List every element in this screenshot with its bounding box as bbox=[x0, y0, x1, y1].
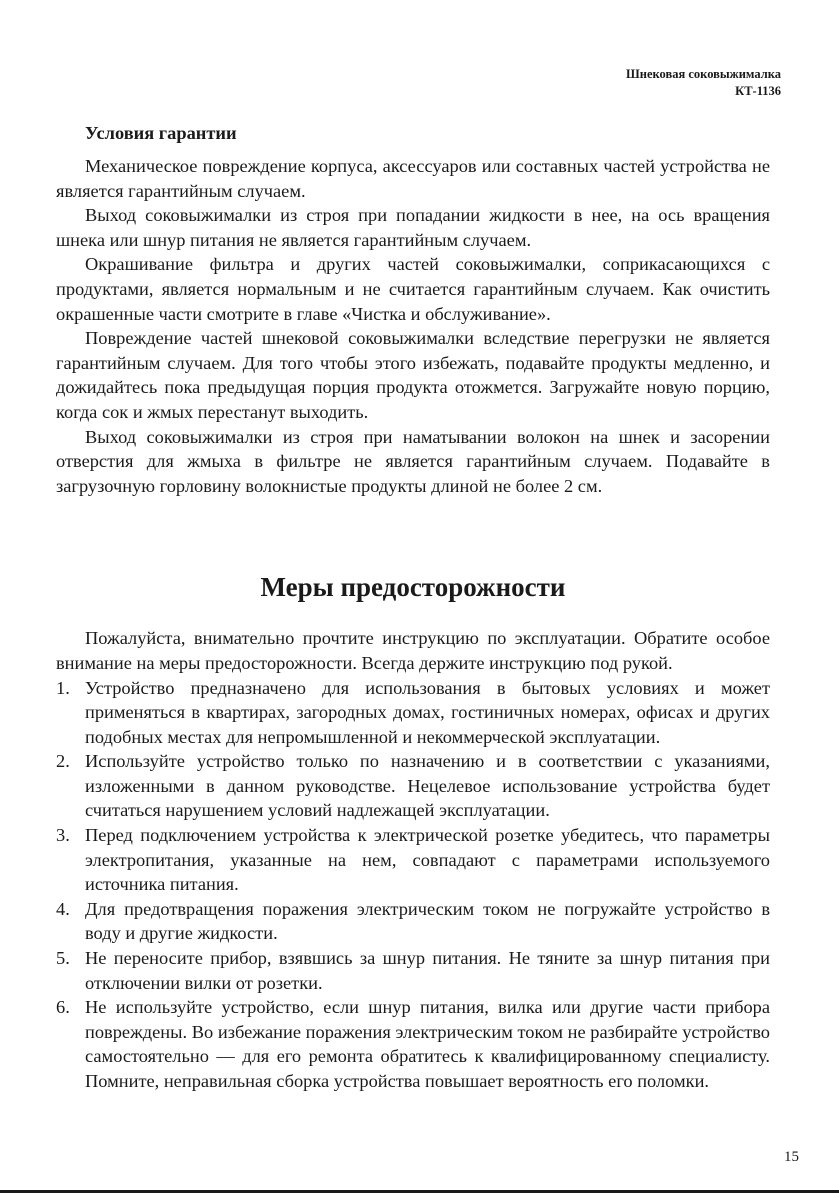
list-item-text: Не используйте устройство, если шнур питания, вилка или другие части прибора повреждены. Во избежание поражения электрическим током не разбирайте устройство самостоятельно — для его ремонта обратитесь к квалифицированному специалисту. Помните, неправильная сборка устройства повышает вероятность его поломки. bbox=[85, 997, 770, 1091]
precautions-title: Меры предосторожности bbox=[260, 572, 566, 603]
page-content bbox=[56, 121, 770, 1094]
warranty-heading: Условия гарантии bbox=[85, 123, 237, 143]
list-item bbox=[56, 823, 770, 897]
list-item bbox=[56, 995, 770, 1093]
running-header bbox=[626, 66, 781, 100]
list-item-number: 5. bbox=[56, 948, 70, 969]
warranty-paragraph: Механическое повреждение корпуса, аксессуаров или составных частей устройства не является гарантийным случаем. bbox=[56, 156, 770, 201]
list-item bbox=[56, 946, 770, 995]
header-product-name: Шнековая соковыжималка bbox=[626, 67, 781, 81]
list-item-text: Не переносите прибор, взявшись за шнур питания. Не тяните за шнур питания при отключении вилки от розетки. bbox=[85, 948, 770, 993]
list-item-number: 2. bbox=[56, 751, 70, 772]
list-item-number: 3. bbox=[56, 825, 70, 846]
header-model: КТ-1136 bbox=[735, 84, 781, 98]
list-item-text: Используйте устройство только по назначению и в соответствии с указаниями, изложенными в данном руководстве. Нецелевое использование устройства будет считаться нарушением условий надлежащей эксплуатации. bbox=[85, 751, 770, 821]
list-item-number: 4. bbox=[56, 898, 70, 919]
precautions-intro: Пожалуйста, внимательно прочтите инструкцию по эксплуатации. Обратите особое внимание на меры предосторожности. Всегда держите инструкцию под рукой. bbox=[56, 628, 770, 673]
warranty-paragraph: Выход соковыжималки из строя при наматывании волокон на шнек и засорении отверстия для жмыха в фильтре не является гарантийным случаем. Подавайте в загрузочную горловину волокнистые продукты длиной не более 2 см. bbox=[56, 426, 770, 496]
list-item bbox=[56, 897, 770, 946]
warranty-paragraph: Окрашивание фильтра и других частей соковыжималки, соприкасающихся с продуктами, является нормальным и не считается гарантийным случаем. Как очистить окрашенные части смотрите в главе «Чистка и обслуживание». bbox=[56, 254, 770, 324]
list-item-text: Перед подключением устройства к электрической розетке убедитесь, что параметры электропитания, указанные на нем, совпадают с параметрами используемого источника питания. bbox=[85, 825, 770, 895]
list-item-text: Для предотвращения поражения электрическим током не погружайте устройство в воду и другие жидкости. bbox=[85, 898, 770, 944]
list-item bbox=[56, 749, 770, 823]
warranty-paragraph: Выход соковыжималки из строя при попадании жидкости в нее, на ось вращения шнека или шнур питания не является гарантийным случаем. bbox=[56, 205, 770, 250]
warranty-paragraph: Повреждение частей шнековой соковыжималки вследствие перегрузки не является гарантийным случаем. Для того чтобы этого избежать, подавайте продукты медленно, и дожидайтесь пока предыдущая порция продукта отожмется. Загружайте новую порцию, когда сок и жмых перестанут выходить. bbox=[56, 328, 770, 422]
list-item bbox=[56, 676, 770, 750]
precautions-list bbox=[56, 676, 770, 1094]
page-number: 15 bbox=[784, 1149, 799, 1165]
list-item-text: Устройство предназначено для использования в бытовых условиях и может применяться в квартирах, загородных домах, гостиничных номерах, офисах и других подобных местах для непромышленной и некоммерческой эксплуатации. bbox=[85, 677, 770, 747]
list-item-number: 6. bbox=[56, 997, 70, 1018]
list-item-number: 1. bbox=[56, 677, 70, 698]
